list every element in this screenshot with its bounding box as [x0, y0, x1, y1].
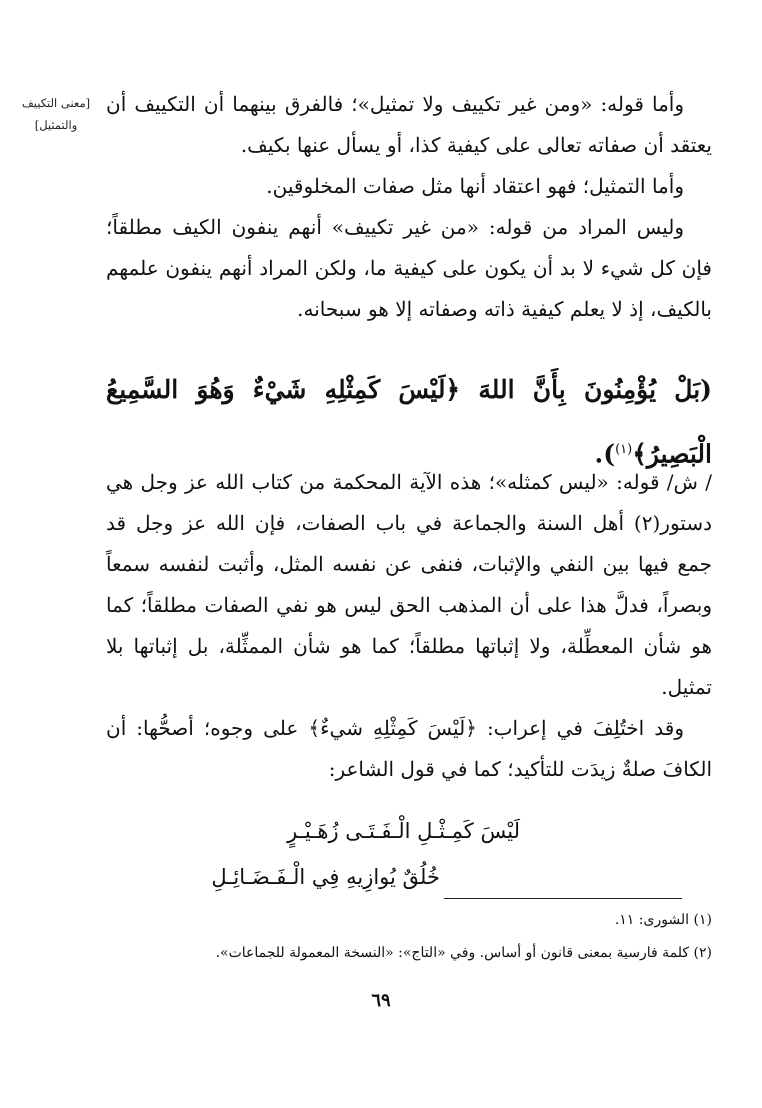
verse-line-2: الْبَصِيرُ﴾: [632, 439, 712, 469]
verse-line-1: (بَلْ يُؤْمِنُونَ بِأَنَّ اللهَ ﴿لَيْسَ كَمِثْلِهِ شَيْءٌ وَهُوَ السَّمِيعُ: [106, 375, 712, 404]
paragraph-nafy-kayf: وليس المراد من قوله: «من غير تكييف» أنهم ينفون الكيف مطلقاً؛ فإن كل شيء لا بد أن يكون على كيفية ما، ولكن المراد أنهم ينفون علمهم بالكيف، إذ لا يعلم كيفية ذاته وصفاته إلا هو سبحانه.: [106, 215, 712, 321]
verse-end: ).: [594, 439, 616, 469]
footnote-2: (٢) كلمة فارسية بمعنى قانون أو أساس. وفي «التاج»: «النسخة المعمولة للجماعات».: [215, 945, 712, 961]
poem-hemistich-1: لَيْسَ كَمِـثْـلِ الْـفَـتَـى زُهَـيْـرٍ: [287, 819, 520, 843]
paragraph-irab: وقد اختُلِفَ في إعراب: ﴿لَيْسَ كَمِثْلِهِ شيءٌ﴾ على وجوه؛ أصحُّها: أن الكافَ صلةٌ زيدَت للتأكيد؛ كما في قول الشاعر:: [106, 716, 712, 781]
footnotes: [106, 904, 712, 970]
verse-footnote-ref: (١): [615, 442, 633, 457]
poem-verse: [150, 808, 550, 900]
page-number: ٦٩: [371, 990, 391, 1011]
paragraph-takyeef: وأما قوله: «ومن غير تكييف ولا تمثيل»؛ فالفرق بينهما أن التكييف أن يعتقد أن صفاته تعالى على كيفية كذا، أو يسأل عنها بكيف.: [106, 92, 712, 157]
footnote-1: (١) الشورى: ١١.: [614, 912, 712, 928]
paragraph-commentary: / ش/ قوله: «ليس كمثله»؛ هذه الآية المحكمة من كتاب الله عز وجل هي دستور(٢) أهل السنة والجماعة في باب الصفات، فإن الله عز وجل قد جمع فيها بين النفي والإثبات، فنفى عن نفسه المثل، وأثبت لنفسه سمعاً وبصراً، فدلَّ هذا على أن المذهب الحق ليس هو نفي الصفات مطلقاً؛ كما هو شأن المعطِّلة، ولا إثباتها مطلقاً؛ كما هو شأن الممثِّلة، بل إثباتها بلا تمثيل.: [106, 470, 712, 699]
poem-hemistich-2: خُلُقٌ يُوازِيهِ فِي الْـفَـضَـائِـلِ: [211, 865, 440, 889]
footnote-divider: [444, 898, 682, 899]
top-text-block: [106, 84, 712, 330]
commentary-block: [106, 462, 712, 790]
marginal-note: [معنى التكييف والتمثيل]: [21, 96, 91, 132]
paragraph-tamtheel: وأما التمثيل؛ فهو اعتقاد أنها مثل صفات المخلوقين.: [266, 174, 684, 198]
